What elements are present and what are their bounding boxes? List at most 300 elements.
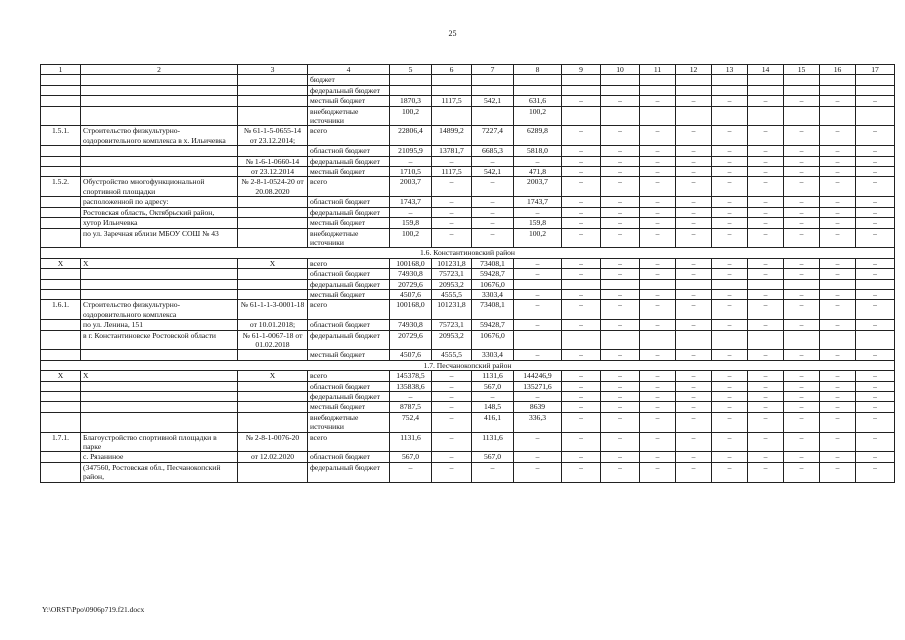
value-cell: – [748,412,784,432]
source-cell: областной бюджет [308,452,390,462]
description-cell [81,402,238,412]
value-cell: – [856,218,895,228]
value-cell: – [856,126,895,146]
value-cell: – [820,146,856,156]
value-cell: – [432,392,472,402]
value-cell: – [472,156,514,166]
value-cell: – [676,96,712,106]
item-number-cell [41,452,81,462]
value-cell: – [472,392,514,402]
item-number-cell [41,197,81,207]
item-number-cell [41,156,81,166]
value-cell: – [514,462,562,482]
value-cell: – [856,167,895,177]
value-cell: – [432,381,472,391]
value-cell: – [748,381,784,391]
value-cell: – [820,432,856,452]
value-cell: – [712,96,748,106]
source-cell: федеральный бюджет [308,85,390,95]
value-cell: 59428,7 [472,269,514,279]
value-cell [432,75,472,85]
value-cell: – [601,126,640,146]
value-cell: – [432,452,472,462]
column-number-cell: 15 [784,65,820,75]
value-cell [472,75,514,85]
column-number-cell: 2 [81,65,238,75]
value-cell: – [748,167,784,177]
value-cell: – [676,392,712,402]
item-number-cell [41,330,81,350]
value-cell: 10676,0 [472,279,514,289]
value-cell: – [784,432,820,452]
column-number-cell: 13 [712,65,748,75]
value-cell: – [472,207,514,217]
value-cell [514,85,562,95]
value-cell: – [640,197,676,207]
value-cell: – [856,412,895,432]
value-cell: – [712,381,748,391]
section-heading-row [41,248,895,258]
value-cell: – [640,371,676,381]
value-cell: – [640,462,676,482]
value-cell: – [856,432,895,452]
value-cell [712,279,748,289]
value-cell: – [601,350,640,360]
document-cell: № 2-8-1-0076-20 [238,432,308,452]
value-cell: – [601,402,640,412]
value-cell [712,75,748,85]
value-cell: – [472,228,514,248]
value-cell [748,279,784,289]
value-cell: – [712,207,748,217]
value-cell: 631,6 [514,96,562,106]
value-cell: 752,4 [390,412,432,432]
description-cell [81,269,238,279]
value-cell: – [856,452,895,462]
value-cell: 10676,0 [472,330,514,350]
value-cell: – [562,392,601,402]
value-cell: – [856,462,895,482]
value-cell: – [514,300,562,320]
value-cell: – [676,412,712,432]
value-cell: – [748,258,784,268]
value-cell: – [748,177,784,197]
value-cell: 1117,5 [432,167,472,177]
table-row [41,432,895,452]
value-cell: – [676,197,712,207]
value-cell: – [601,197,640,207]
item-number-cell [41,207,81,217]
value-cell [432,85,472,95]
value-cell: – [640,381,676,391]
value-cell: 100168,0 [390,300,432,320]
source-cell: федеральный бюджет [308,392,390,402]
table-row [41,126,895,146]
source-cell: федеральный бюджет [308,207,390,217]
value-cell: – [712,156,748,166]
value-cell [514,279,562,289]
value-cell [748,106,784,126]
value-cell: – [640,392,676,402]
value-cell: – [601,289,640,299]
value-cell: 1870,3 [390,96,432,106]
value-cell [640,106,676,126]
table-row [41,300,895,320]
value-cell: 101231,8 [432,300,472,320]
value-cell: – [748,218,784,228]
source-cell: местный бюджет [308,289,390,299]
value-cell [820,75,856,85]
column-number-cell: 3 [238,65,308,75]
value-cell: – [601,258,640,268]
value-cell: – [390,207,432,217]
value-cell: – [472,177,514,197]
value-cell [601,279,640,289]
value-cell [601,330,640,350]
value-cell [748,85,784,95]
value-cell: 1131,6 [472,432,514,452]
value-cell: – [640,96,676,106]
value-cell: – [640,207,676,217]
value-cell: 4507,6 [390,289,432,299]
value-cell [784,85,820,95]
value-cell: – [820,258,856,268]
value-cell: – [562,228,601,248]
section-heading: 1.7. Песчанокопский район [41,360,895,370]
table-row [41,269,895,279]
value-cell [601,85,640,95]
source-cell: областной бюджет [308,381,390,391]
value-cell [676,75,712,85]
value-cell: – [820,96,856,106]
table-row [41,75,895,85]
value-cell: 6289,8 [514,126,562,146]
value-cell: – [514,156,562,166]
value-cell: – [784,258,820,268]
source-cell: бюджет [308,75,390,85]
value-cell: – [784,167,820,177]
document-cell [238,462,308,482]
item-number-cell: 1.5.2. [41,177,81,197]
document-cell: № 61-1-1-3-0001-18 [238,300,308,320]
item-number-cell [41,320,81,330]
value-cell: – [640,412,676,432]
value-cell: – [472,218,514,228]
value-cell: – [784,350,820,360]
value-cell [514,330,562,350]
value-cell: – [514,258,562,268]
table-row [41,289,895,299]
value-cell: – [390,462,432,482]
value-cell: – [640,177,676,197]
value-cell: 135838,6 [390,381,432,391]
value-cell: – [712,402,748,412]
value-cell: 21095,9 [390,146,432,156]
value-cell: 1117,5 [432,96,472,106]
table-row [41,462,895,482]
value-cell: – [820,197,856,207]
value-cell: 542,1 [472,167,514,177]
value-cell: – [676,402,712,412]
source-cell: внебюджетные источники [308,106,390,126]
item-number-cell [41,96,81,106]
item-number-cell: Х [41,371,81,381]
source-cell: областной бюджет [308,146,390,156]
value-cell: – [820,289,856,299]
value-cell: – [514,350,562,360]
column-number-cell: 7 [472,65,514,75]
value-cell: – [712,197,748,207]
document-cell: № 61-1-5-0655-14 от 23.12.2014; [238,126,308,146]
value-cell: 13781,7 [432,146,472,156]
value-cell: – [856,207,895,217]
table-row [41,106,895,126]
value-cell: – [601,381,640,391]
value-cell: – [856,269,895,279]
value-cell: 8787,5 [390,402,432,412]
source-cell: внебюджетные источники [308,228,390,248]
source-cell: федеральный бюджет [308,279,390,289]
value-cell [601,75,640,85]
value-cell: – [712,289,748,299]
document-cell [238,85,308,95]
source-cell: областной бюджет [308,269,390,279]
table-row [41,350,895,360]
value-cell: – [748,350,784,360]
value-cell: – [784,269,820,279]
document-cell [238,75,308,85]
item-number-cell: Х [41,258,81,268]
value-cell: – [712,320,748,330]
value-cell: 1710,5 [390,167,432,177]
description-cell [81,146,238,156]
value-cell [562,85,601,95]
column-number-cell: 16 [820,65,856,75]
description-cell: хутор Ильичевка [81,218,238,228]
table-row [41,167,895,177]
description-cell: в г. Константиновске Ростовской области [81,330,238,350]
value-cell: 542,1 [472,96,514,106]
value-cell: – [676,289,712,299]
value-cell: – [562,289,601,299]
value-cell: – [562,412,601,432]
value-cell: – [601,462,640,482]
value-cell: – [676,146,712,156]
value-cell: 100,2 [390,106,432,126]
value-cell: 20953,2 [432,279,472,289]
column-number-cell: 8 [514,65,562,75]
value-cell: – [514,320,562,330]
value-cell: – [712,126,748,146]
description-cell [81,350,238,360]
value-cell [856,279,895,289]
description-cell: Х [81,258,238,268]
budget-table [40,64,895,483]
source-cell: всего [308,258,390,268]
value-cell [676,85,712,95]
value-cell: – [784,300,820,320]
description-cell [81,156,238,166]
value-cell: – [820,381,856,391]
document-cell [238,350,308,360]
value-cell: – [562,320,601,330]
value-cell: 14899,2 [432,126,472,146]
description-cell: (347560, Ростовская обл., Песчанокопский район, [81,462,238,482]
document-cell [238,269,308,279]
value-cell: – [748,462,784,482]
value-cell: – [676,156,712,166]
table-row [41,392,895,402]
value-cell [784,106,820,126]
value-cell: 135271,6 [514,381,562,391]
value-cell: – [712,412,748,432]
value-cell: – [748,392,784,402]
source-cell: всего [308,371,390,381]
value-cell: – [856,96,895,106]
value-cell: – [748,300,784,320]
value-cell: – [820,269,856,279]
value-cell: – [676,126,712,146]
document-cell [238,207,308,217]
value-cell: – [562,218,601,228]
value-cell: – [562,432,601,452]
column-number-cell: 12 [676,65,712,75]
table-row [41,96,895,106]
description-cell: Благоустройство спортивной площадки в парке [81,432,238,452]
value-cell: – [820,402,856,412]
value-cell: – [820,462,856,482]
value-cell: – [784,462,820,482]
value-cell: – [432,228,472,248]
value-cell: – [432,412,472,432]
value-cell: 1131,6 [390,432,432,452]
source-cell: внебюджетные источники [308,412,390,432]
value-cell: – [601,146,640,156]
value-cell: – [601,218,640,228]
value-cell [856,85,895,95]
value-cell: – [712,432,748,452]
value-cell: – [601,320,640,330]
value-cell: – [856,381,895,391]
value-cell: – [601,96,640,106]
page-number: 25 [448,29,457,38]
source-cell: областной бюджет [308,320,390,330]
value-cell: 1131,6 [472,371,514,381]
description-cell [81,167,238,177]
document-cell [238,279,308,289]
value-cell: – [856,146,895,156]
description-cell [81,381,238,391]
value-cell: 7227,4 [472,126,514,146]
value-cell: – [562,167,601,177]
item-number-cell [41,462,81,482]
table-row [41,146,895,156]
value-cell: 6685,3 [472,146,514,156]
table-row [41,330,895,350]
value-cell: – [784,452,820,462]
value-cell: – [640,452,676,462]
description-cell: по ул. Ленина, 151 [81,320,238,330]
source-cell: федеральный бюджет [308,330,390,350]
value-cell: 22806,4 [390,126,432,146]
value-cell: 2003,7 [390,177,432,197]
table-row [41,207,895,217]
value-cell: – [432,218,472,228]
column-number-cell: 4 [308,65,390,75]
value-cell: – [820,412,856,432]
value-cell: – [856,371,895,381]
value-cell: – [856,197,895,207]
description-cell [81,279,238,289]
table-row [41,402,895,412]
value-cell: – [676,350,712,360]
value-cell: – [820,371,856,381]
item-number-cell [41,167,81,177]
value-cell [562,330,601,350]
value-cell: – [640,228,676,248]
value-cell: 567,0 [390,452,432,462]
value-cell: 4555,5 [432,350,472,360]
table-row [41,85,895,95]
value-cell: 75723,1 [432,320,472,330]
value-cell: – [601,269,640,279]
value-cell [640,75,676,85]
value-cell: – [676,207,712,217]
value-cell [856,75,895,85]
document-cell [238,412,308,432]
value-cell: 3303,4 [472,350,514,360]
value-cell [514,75,562,85]
value-cell [748,330,784,350]
document-cell [238,106,308,126]
value-cell: – [856,258,895,268]
value-cell: – [712,269,748,279]
column-number-cell: 9 [562,65,601,75]
value-cell [601,106,640,126]
value-cell [640,330,676,350]
value-cell: – [562,381,601,391]
value-cell [820,279,856,289]
value-cell: – [562,402,601,412]
description-cell [81,392,238,402]
description-cell [81,96,238,106]
table-row [41,381,895,391]
value-cell: – [432,432,472,452]
value-cell: – [820,218,856,228]
description-cell: Ростовская область, Октябрьский район, [81,207,238,217]
value-cell [748,75,784,85]
value-cell: – [562,300,601,320]
value-cell: 4555,5 [432,289,472,299]
value-cell: – [676,218,712,228]
value-cell: – [784,177,820,197]
value-cell: – [820,228,856,248]
value-cell: – [856,300,895,320]
value-cell: – [748,371,784,381]
item-number-cell: 1.6.1. [41,300,81,320]
file-path-footer: Y:\ORST\Ppo\0906p719.f21.docx [42,605,145,614]
document-cell [238,392,308,402]
value-cell [820,106,856,126]
description-cell: по ул. Заречная вблизи МБОУ СОШ № 43 [81,228,238,248]
value-cell: 20729,6 [390,279,432,289]
value-cell: 100168,0 [390,258,432,268]
value-cell: – [676,432,712,452]
value-cell [856,330,895,350]
description-cell [81,289,238,299]
item-number-cell [41,412,81,432]
table-row [41,279,895,289]
